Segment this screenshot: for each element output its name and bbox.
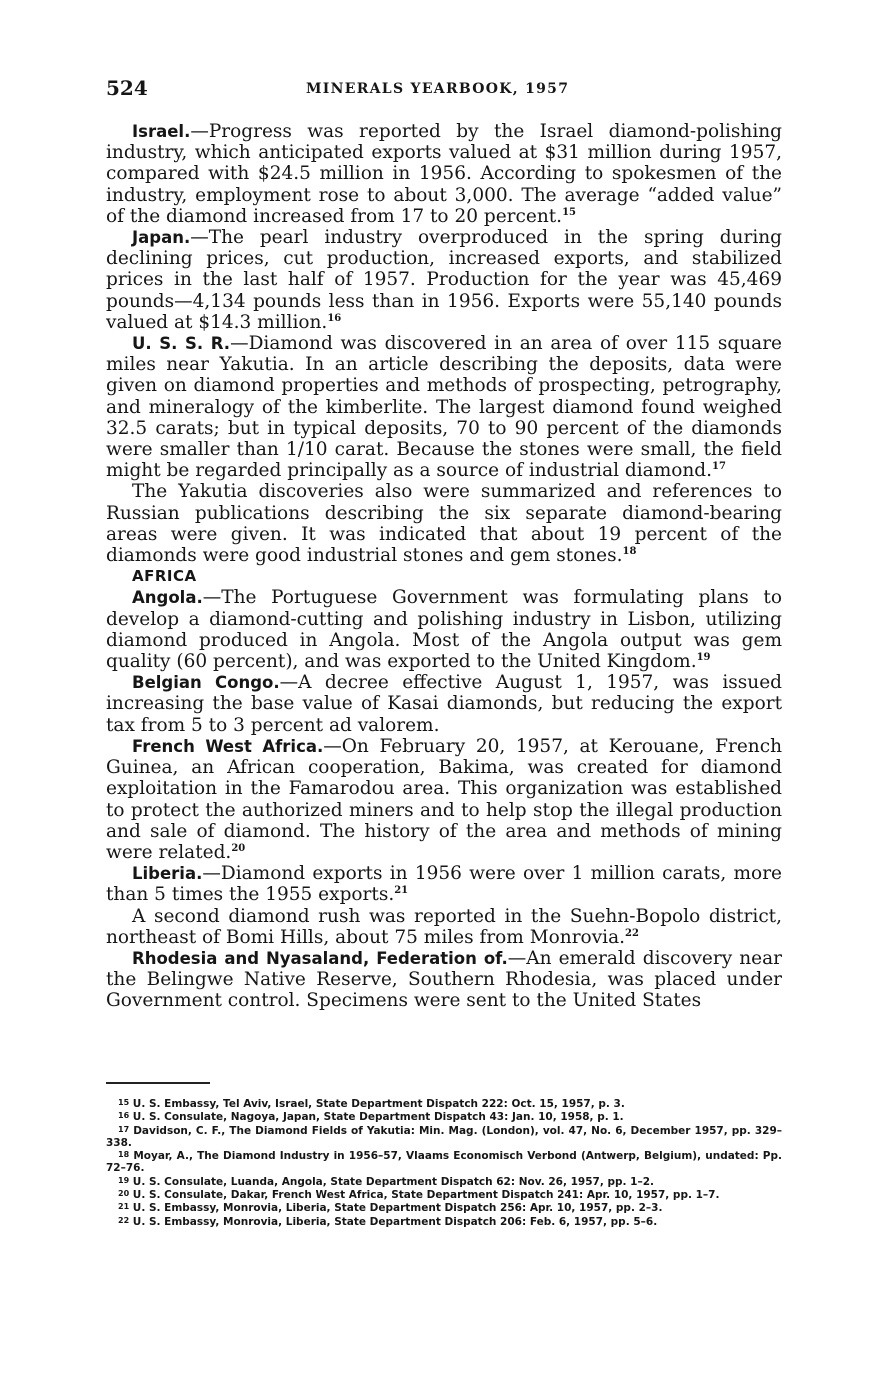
footnote-number: 15 [118, 1098, 130, 1107]
footnote-number: 16 [118, 1111, 130, 1121]
paragraph-angola [106, 587, 782, 672]
footnote-ref: 19 [696, 652, 711, 664]
entry-head-liberia: Liberia. [132, 864, 203, 884]
paragraph-belgian-congo [106, 672, 782, 736]
footnote-text: Moyar, A., The Diamond Industry in 1956–57, Vlaams Economisch Verbond (Antwerp, Belgium), undated: Pp. 72–76. [106, 1150, 783, 1175]
footnote-text: U. S. Consulate, Luanda, Angola, State Department Dispatch 62: Nov. 26, 1957, pp. 1–2. [132, 1175, 654, 1188]
paragraph-text: —Diamond exports in 1956 were over 1 million carats, more than 5 times the 1955 exports. [106, 863, 782, 906]
paragraph-ussr [106, 333, 782, 481]
footnote-text: U. S. Embassy, Monrovia, Liberia, State Department Dispatch 206: Feb. 6, 1957, pp. 5–6. [132, 1215, 658, 1228]
body-text [106, 121, 782, 1012]
footnote-ref: 18 [622, 546, 637, 558]
running-title: MINERALS YEARBOOK, 1957 [306, 81, 570, 97]
paragraph-rhodesia [106, 948, 782, 1012]
paragraph-text: The Yakutia discoveries also were summarized and references to Russian publications describing the six separate diamond-bearing areas were given. It was indicated that about 19 percent of the diamonds were good industrial stones and gem stones. [106, 481, 782, 567]
footnote [106, 1201, 782, 1214]
entry-head-angola: Angola. [132, 588, 203, 608]
footnote-divider [106, 1082, 210, 1084]
entry-head-ussr: U. S. S. R. [132, 334, 231, 354]
footnote-ref: 22 [624, 927, 639, 939]
paragraph-liberia-rush [106, 906, 782, 948]
page-header [106, 74, 786, 104]
footnote [106, 1124, 782, 1150]
footnote-ref: 15 [562, 206, 576, 218]
footnote [106, 1149, 782, 1175]
entry-head-israel: Israel. [132, 122, 191, 141]
paragraph-israel [106, 121, 782, 227]
footnote-text: U. S. Embassy, Tel Aviv, Israel, State Department Dispatch 222: Oct. 15, 1957, p. 3. [132, 1098, 625, 1110]
paragraph-japan [106, 227, 782, 333]
footnote [106, 1188, 782, 1201]
entry-head-rhodesia: Rhodesia and Nyasaland, Federation of. [132, 948, 508, 968]
footnote-number: 17 [118, 1124, 130, 1134]
paragraph-french-west-africa [106, 736, 782, 863]
paragraph-text: —The Portuguese Government was formulating plans to develop a diamond-cutting and polishing industry in Lisbon, utilizing diamond produced in Angola. Most of the Angola output was gem quality (60 percent), and was exported to the United Kingdom. [106, 587, 782, 673]
paragraph-text: —An emerald discovery near the Belingwe Native Reserve, Southern Rhodesia, was placed under Government control. Specimens were sent to the United States [106, 947, 782, 1012]
footnote-ref: 16 [327, 312, 342, 324]
paragraph-text: —The pearl industry overproduced in the spring during declining prices, cut production, increased exports, and stabilized prices in the last half of 1957. Production for the year was 45,469 pounds—4,134 pounds less than in 1956. Exports were 55,140 pounds valued at $14.3 million. [106, 227, 782, 333]
footnotes [106, 1097, 782, 1228]
entry-head-french-west-africa: French West Africa. [132, 736, 324, 756]
footnote-text: U. S. Embassy, Monrovia, Liberia, State Department Dispatch 256: Apr. 10, 1957, pp. 2–3. [132, 1202, 663, 1215]
footnote-text: U. S. Consulate, Nagoya, Japan, State Department Dispatch 43: Jan. 10, 1958, p. 1. [132, 1111, 624, 1124]
footnote-number: 22 [118, 1215, 130, 1225]
footnote-ref: 21 [394, 885, 409, 897]
footnote [106, 1175, 782, 1188]
section-heading-africa: AFRICA [132, 567, 197, 586]
footnote-number: 21 [118, 1202, 130, 1212]
footnote-number: 19 [118, 1175, 130, 1185]
footnote-text: U. S. Consulate, Dakar, French West Africa, State Department Dispatch 241: Apr. 10, 1957, pp. 1–7. [132, 1189, 720, 1202]
entry-head-belgian-congo: Belgian Congo. [132, 673, 280, 693]
footnote [106, 1215, 782, 1228]
footnote [106, 1110, 782, 1123]
paragraph-liberia [106, 863, 782, 905]
footnote-number: 20 [118, 1189, 130, 1199]
paragraph-text: —On February 20, 1957, at Kerouane, French Guinea, an African cooperation, Bakima, was created for diamond exploitation in the Famarodou area. This organization was established to protect the authorized miners and to help stop the illegal production and sale of diamond. The history of the area and methods of mining were related. [106, 735, 782, 863]
footnote-text: Davidson, C. F., The Diamond Fields of Yakutia: Min. Mag. (London), vol. 47, No. 6, December 1957, pp. 329–338. [106, 1124, 783, 1149]
footnote-number: 18 [118, 1150, 130, 1160]
paragraph-text: —A decree effective August 1, 1957, was issued increasing the base value of Kasai diamonds, but reducing the export tax from 5 to 3 percent ad valorem. [106, 672, 782, 736]
paragraph-text: —Progress was reported by the Israel diamond-polishing industry, which anticipated exports valued at $31 million during 1957, compared with $24.5 million in 1956. According to spokesmen of the industry, employment rose to about 3,000. The average “added value” of the diamond increased from 17 to 20 percent. [106, 121, 782, 227]
paragraph-yakutia [106, 481, 782, 566]
footnote [106, 1097, 782, 1110]
paragraph-text: —Diamond was discovered in an area of over 115 square miles near Yakutia. In an article describing the deposits, data were given on diamond properties and methods of prospecting, petrography, and mineralogy of the kimberlite. The largest diamond found weighed 32.5 carats; but in typical deposits, 70 to 90 percent of the diamonds were smaller than 1/10 carat. Because the stones were small, the field might be regarded principally as a source of industrial diamond. [106, 333, 782, 482]
entry-head-japan: Japan. [132, 228, 191, 248]
footnote-ref: 20 [231, 842, 246, 854]
page-number: 524 [106, 76, 148, 100]
footnote-ref: 17 [712, 461, 726, 473]
paragraph-text: A second diamond rush was reported in the Suehn-Bopolo district, northeast of Bomi Hills, about 75 miles from Monrovia. [106, 905, 782, 948]
